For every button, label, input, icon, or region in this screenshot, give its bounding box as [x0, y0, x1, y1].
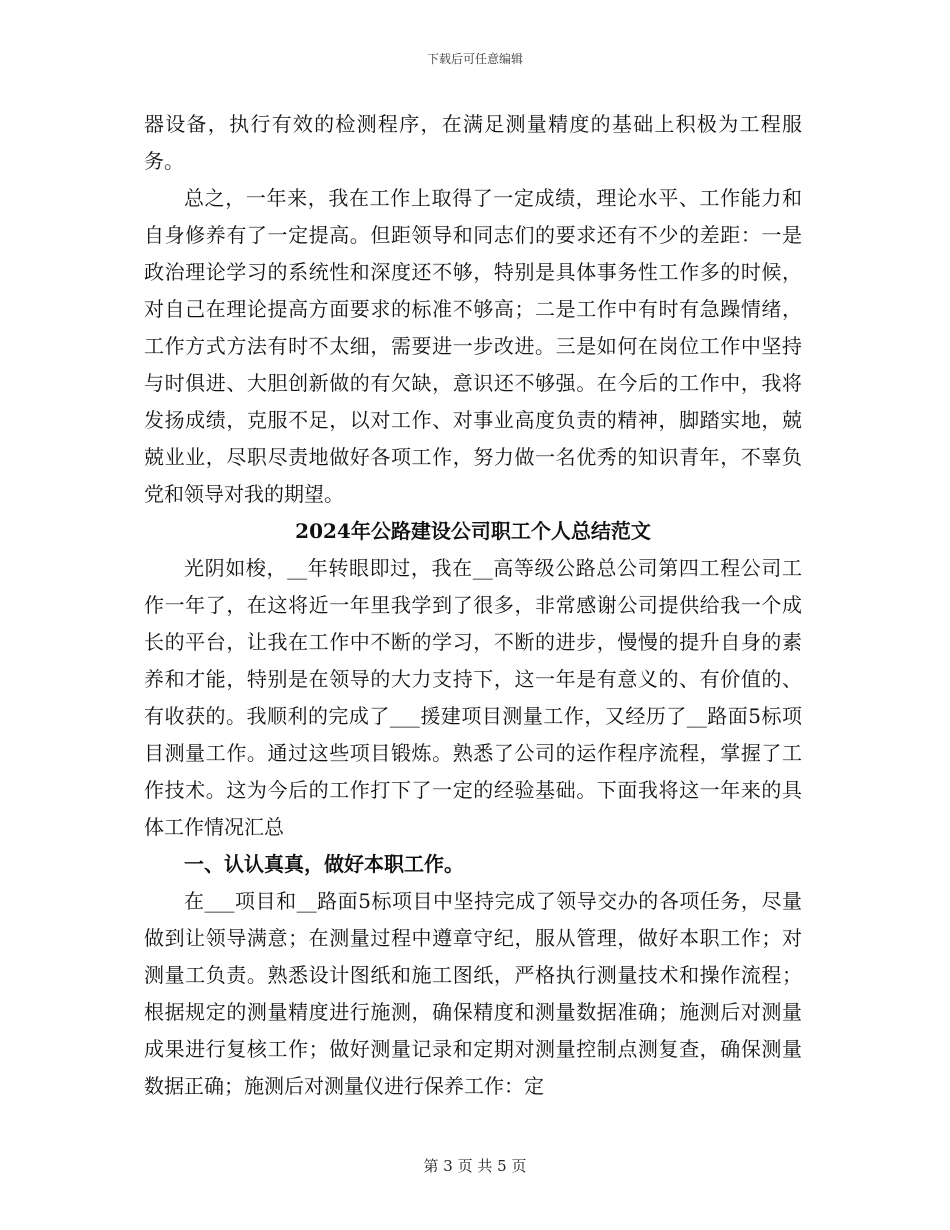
- paragraph-section-body: 在___项目和__路面5标项目中坚持完成了领导交办的各项任务，尽量做到让领导满意；在测量过程中遵章守纪，服从管理，做好本职工作；对测量工负责。熟悉设计图纸和施工图纸，严格执行测量技术和操作流程；根据规定的测量精度进行施测，确保精度和测量数据准确；施测后对测量成果进行复核工作；做好测量记录和定期对测量控制点测复查，确保测量数据正确；施测后对测量仪进行保养工作：定: [144, 889, 802, 1098]
- page-header: 下载后可任意编辑: [426, 52, 523, 66]
- paragraph-intro: 光阴如梭，__年转眼即过，我在__高等级公路总公司第四工程公司工作一年了，在这将近一年里我学到了很多，非常感谢公司提供给我一个成长的平台，让我在工作中不断的学习，不断的进步，慢慢的提升自身的素养和才能，特别是在领导的大力支持下，这一年是有意义的、有价值的、有收获的。我顺利的完成了___援建项目测量工作，又经历了__路面5标项目测量工作。通过这些项目锻炼。熟悉了公司的运作程序流程，掌握了工作技术。这为今后的工作打下了一定的经验基础。下面我将这一年来的具体工作情况汇总: [144, 556, 802, 839]
- page-footer: 第 3 页 共 5 页: [423, 1157, 527, 1175]
- paragraph-continuation: 器设备，执行有效的检测程序，在满足测量精度的基础上积极为工程服务。: [144, 112, 802, 173]
- document-body: [144, 106, 802, 1105]
- document-title: 2024年公路建设公司职工个人总结范文: [295, 519, 651, 543]
- section-heading: 一、认认真真，做好本职工作。: [184, 852, 464, 876]
- paragraph-summary: 总之，一年来，我在工作上取得了一定成绩，理论水平、工作能力和自身修养有了一定提高。但距领导和同志们的要求还有不少的差距：一是政治理论学习的系统性和深度还不够，特别是具体事务性工作多的时候，对自己在理论提高方面要求的标准不够高；二是工作中有时有急躁情绪，工作方式方法有时不太细，需要进一步改进。三是如何在岗位工作中坚持与时俱进、大胆创新做的有欠缺，意识还不够强。在今后的工作中，我将发扬成绩，克服不足，以对工作、对事业高度负责的精神，脚踏实地，兢兢业业，尽职尽责地做好各项工作，努力做一名优秀的知识青年，不辜负党和领导对我的期望。: [144, 186, 802, 506]
